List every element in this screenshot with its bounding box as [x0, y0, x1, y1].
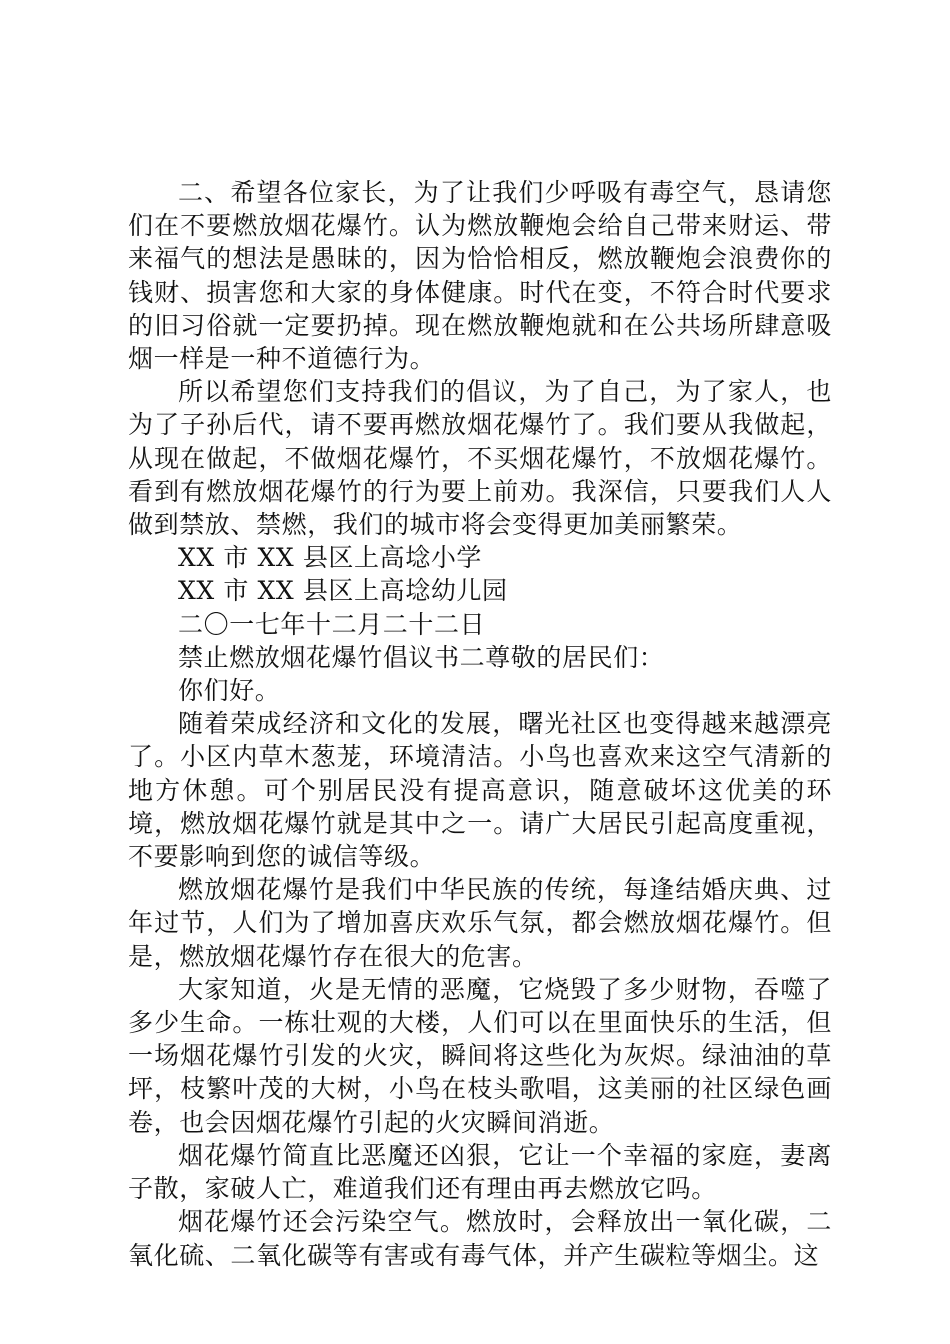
- paragraph-2: 所以希望您们支持我们的倡议，为了自己，为了家人，也为了子孙后代，请不要再燃放烟花爆竹了。我们要从我做起，从现在做起，不做烟花爆竹，不买烟花爆竹，不放烟花爆竹。看到有燃放烟花爆竹的行为要上前劝。我深信，只要我们人人做到禁放、禁燃，我们的城市将会变得更加美丽繁荣。: [128, 377, 832, 540]
- paragraph-5: 大家知道，火是无情的恶魔，它烧毁了多少财物，吞噬了多少生命。一栋壮观的大楼，人们可以在里面快乐的生活，但一场烟花爆竹引发的火灾，瞬间将这些化为灰烬。绿油油的草坪，枝繁叶茂的大树，小鸟在枝头歌唱，这美丽的社区绿色画卷，也会因烟花爆竹引起的火灾瞬间消逝。: [128, 974, 832, 1137]
- paragraph-4: 燃放烟花爆竹是我们中华民族的传统，每逢结婚庆典、过年过节，人们为了增加喜庆欢乐气氛，都会燃放烟花爆竹。但是，燃放烟花爆竹存在很大的危害。: [128, 875, 832, 971]
- paragraph-3: 随着荣成经济和文化的发展，曙光社区也变得越来越漂亮了。小区内草木葱茏，环境清洁。小鸟也喜欢来这空气清新的地方休憩。可个别居民没有提高意识，随意破坏这优美的环境，燃放烟花爆竹就是其中之一。请广大居民引起高度重视，不要影响到您的诚信等级。: [128, 709, 832, 872]
- signature-school: XX 市 XX 县区上高埝小学: [178, 543, 483, 573]
- signature-kindergarten: XX 市 XX 县区上高埝幼儿园: [178, 576, 508, 606]
- greeting: 你们好。: [178, 676, 281, 706]
- paragraph-7: 烟花爆竹还会污染空气。燃放时，会释放出一氧化碳，二氧化硫、二氧化碳等有害或有毒气体，并产生碳粒等烟尘。这: [128, 1207, 832, 1270]
- document-page: [128, 176, 832, 1272]
- paragraph-6: 烟花爆竹简直比恶魔还凶狠，它让一个幸福的家庭，妻离子散，家破人亡，难道我们还有理由再去燃放它吗。: [128, 1140, 832, 1204]
- document-date: 二〇一七年十二月二十二日: [178, 609, 486, 639]
- second-letter-title: 禁止燃放烟花爆竹倡议书二尊敬的居民们：: [178, 642, 665, 672]
- paragraph-1: 二、希望各位家长，为了让我们少呼吸有毒空气，恳请您们在不要燃放烟花爆竹。认为燃放鞭炮会给自己带来财运、带来福气的想法是愚昧的，因为恰恰相反，燃放鞭炮会浪费你的钱财、损害您和大家的身体健康。时代在变，不符合时代要求的旧习俗就一定要扔掉。现在燃放鞭炮就和在公共场所肆意吸烟一样是一种不道德行为。: [128, 178, 832, 374]
